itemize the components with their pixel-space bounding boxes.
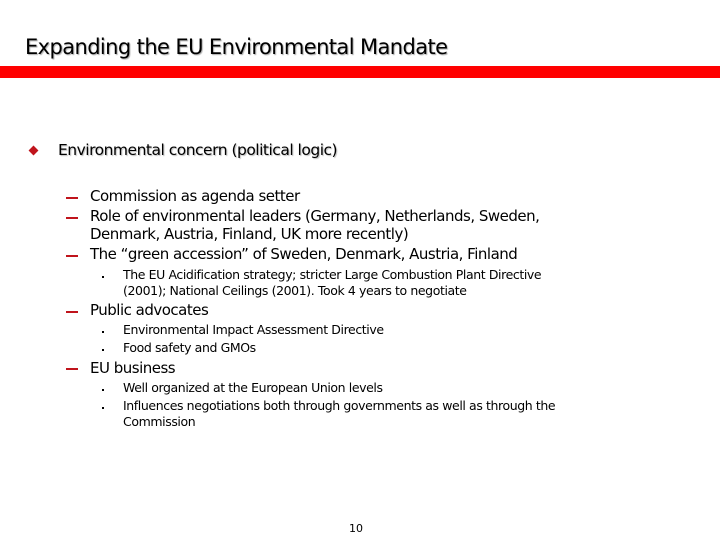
list-item: Role of environmental leaders (Germany, Netherlands, Sweden, <box>90 207 540 225</box>
dot-bullet-icon <box>102 407 104 409</box>
sub-list-item: Influences negotiations both through governments as well as through the <box>123 398 556 413</box>
title-divider-bar <box>0 66 720 78</box>
dash-bullet-icon <box>66 255 78 257</box>
dot-bullet-icon <box>102 331 104 333</box>
diamond-bullet-icon <box>29 146 39 156</box>
list-item: The “green accession” of Sweden, Denmark, Austria, Finland <box>90 245 518 263</box>
sub-list-item-cont: Commission <box>123 414 196 429</box>
dot-bullet-icon <box>102 389 104 391</box>
list-item: Public advocates <box>90 301 209 319</box>
list-item-cont: Denmark, Austria, Finland, UK more recently) <box>90 225 409 243</box>
list-item: EU business <box>90 359 176 377</box>
dash-bullet-icon <box>66 197 78 199</box>
main-bullet: Environmental concern (political logic) <box>58 141 338 159</box>
dash-bullet-icon <box>66 368 78 370</box>
dash-bullet-icon <box>66 311 78 313</box>
sub-list-item: Well organized at the European Union levels <box>123 380 383 395</box>
dot-bullet-icon <box>102 276 104 278</box>
sub-list-item: The EU Acidification strategy; stricter Large Combustion Plant Directive <box>123 267 542 282</box>
sub-list-item-cont: (2001); National Ceilings (2001). Took 4 years to negotiate <box>123 283 467 298</box>
dash-bullet-icon <box>66 217 78 219</box>
sub-list-item: Food safety and GMOs <box>123 340 256 355</box>
list-item: Commission as agenda setter <box>90 187 300 205</box>
dot-bullet-icon <box>102 349 104 351</box>
slide-title: Expanding the EU Environmental Mandate <box>25 35 448 59</box>
sub-list-item: Environmental Impact Assessment Directive <box>123 322 384 337</box>
page-number: 10 <box>349 522 363 535</box>
